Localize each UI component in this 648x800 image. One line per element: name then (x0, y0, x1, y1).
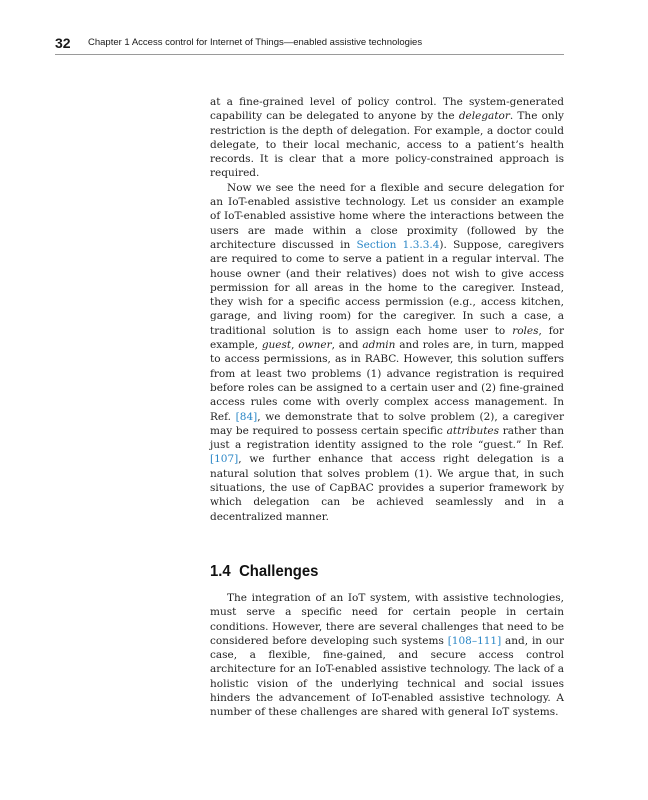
citation-link[interactable]: [84] (235, 410, 258, 423)
page-number: 32 (55, 35, 71, 51)
body-text-top (210, 95, 564, 524)
emphasis-delegator: delegator (458, 110, 510, 123)
running-head: Chapter 1 Access control for Internet of Things—enabled assistive technologies (88, 37, 423, 48)
emphasis-admin: admin (362, 339, 396, 352)
emphasis-owner: owner (298, 339, 332, 352)
text-run: and roles are, in turn, mapped to access permissions, as in RABC. However, this solution suffers from at least two problems (1) advance registration is required before roles can be assigned to a certain user and (2) fine-grained access rules come with overly complex access management. In Ref. (210, 339, 565, 423)
text-run: , for example, (210, 324, 564, 352)
body-text-challenges (210, 591, 564, 720)
section-title: Challenges (239, 563, 319, 580)
section-number: 1.4 (210, 563, 231, 580)
emphasis-attributes: attributes (446, 424, 500, 437)
text-run: , (291, 339, 299, 352)
text-run: at a fine-grained level of policy control. The system-generated capability can be delegated to anyone by the (210, 96, 564, 123)
text-run: rather than just a registration identity assigned to the role “guest.” In Ref. (210, 424, 564, 452)
text-run: . The only restriction is the depth of delegation. For example, a doctor could delegate, to their local mechanic, access to a patient’s health records. It is clear that a more policy-constrained approach is required. (210, 110, 564, 180)
emphasis-roles: roles (512, 324, 539, 337)
text-run: , and (331, 339, 363, 352)
citation-link[interactable]: [107] (210, 453, 239, 466)
text-run: , we demonstrate that to solve problem (2), a caregiver may be required to possess certain specific (210, 410, 564, 437)
text-run: Now we see the need for a flexible and secure delegation for an IoT-enabled assistive technology. Let us consider an example of IoT-enabled assistive home where the interactions between the users are made within a close proximity (followed by the architecture discussed in (210, 181, 564, 251)
section-link[interactable]: Section 1.3.3.4 (356, 238, 440, 251)
text-run: ). Suppose, caregivers are required to come to serve a patient in a regular interval. The house owner (and their relatives) does not wish to give access permission for all areas in the home to the caregiver. Instead, they wish for a specific access permission (e.g., access kitchen, garage, and living room) for the caregiver. In such a case, a traditional solution is to assign each home user to (210, 238, 565, 337)
text-run: The integration of an IoT system, with assistive technologies, must serve a specific need for certain people in certain conditions. However, there are several challenges that need to be considered before developing such systems (210, 592, 564, 647)
text-run: , we further enhance that access right delegation is a natural solution that solves problem (1). We argue that, in such situations, the use of CapBAC provides a superior framework by which delegation can be achieved seamlessly and in a decentralized manner. (210, 453, 564, 523)
citation-link[interactable]: [108–111] (447, 634, 502, 647)
section-heading (210, 563, 318, 581)
emphasis-guest: guest (261, 339, 292, 352)
paragraph-challenges (210, 591, 564, 720)
text-run: and, in our case, a flexible, fine-gained, and secure access control architecture for an IoT-enabled assistive technology. The lack of a holistic vision of the underlying technical and social issues hinders the advancement of IoT-enabled assistive technology. A number of these challenges are shared with general IoT systems. (210, 634, 564, 719)
page-header (55, 34, 564, 55)
paragraph-delegation-example (210, 181, 564, 524)
paragraph-delegation-intro (210, 95, 564, 181)
